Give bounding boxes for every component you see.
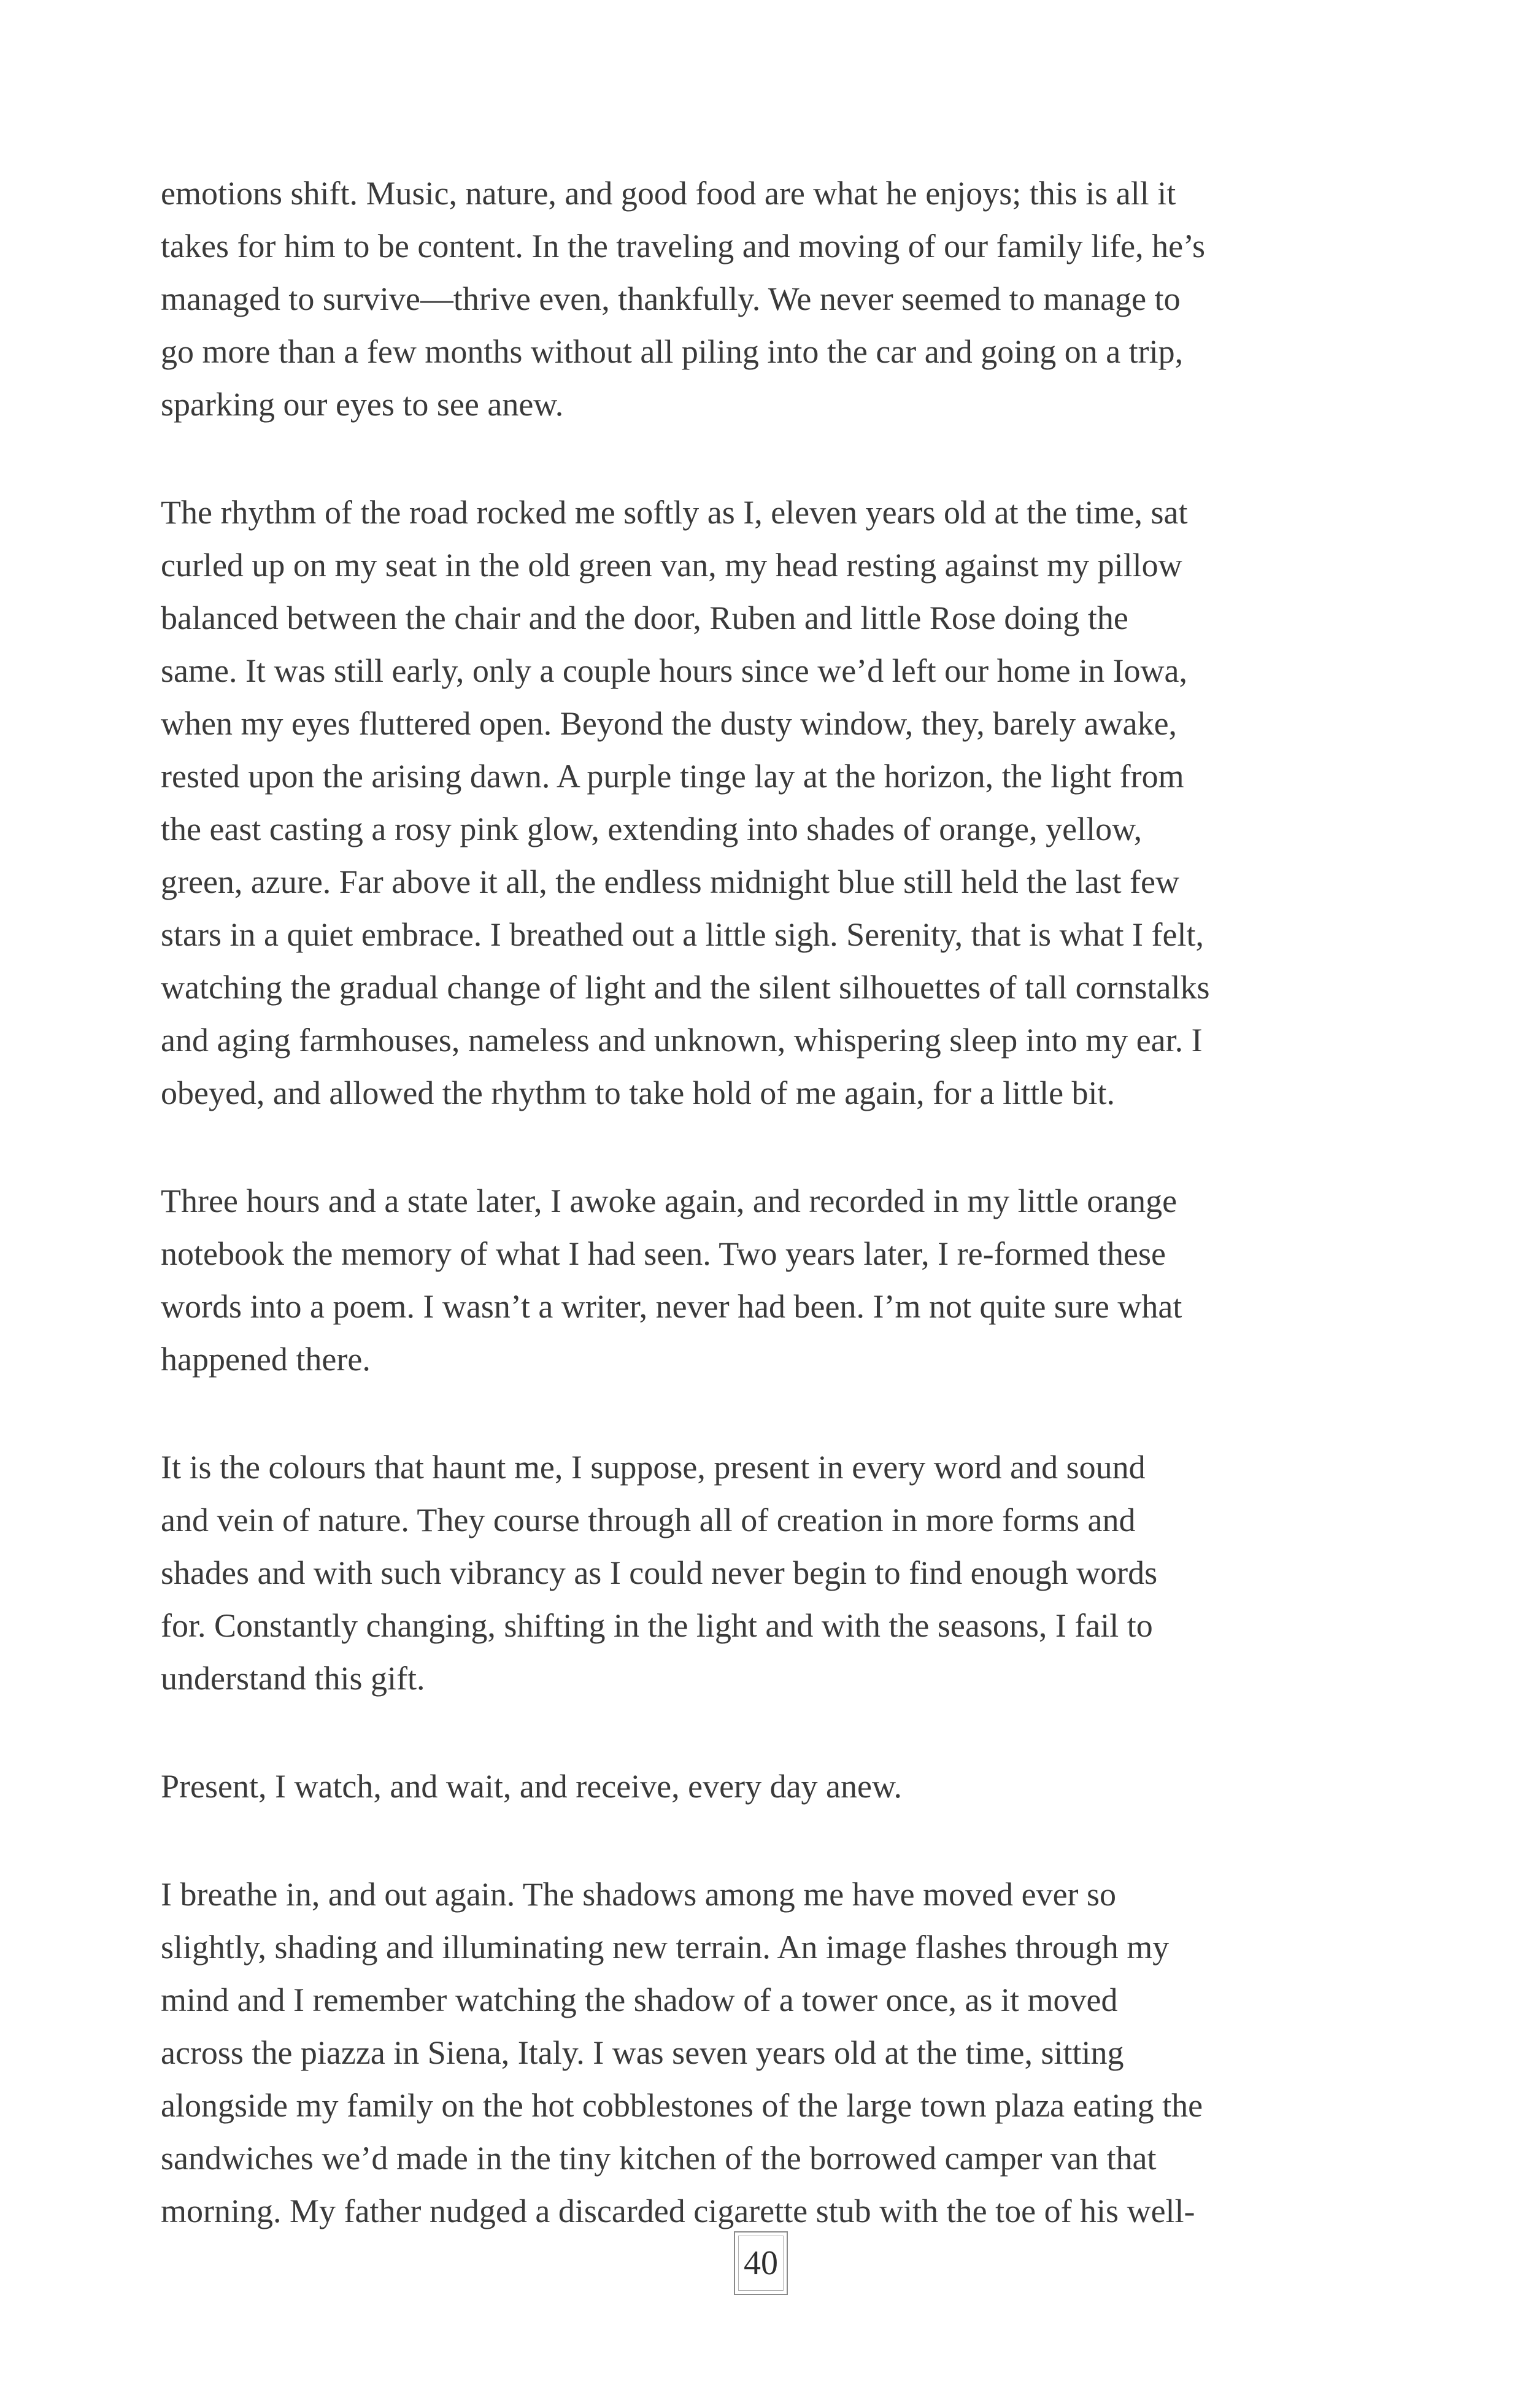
text-line: slightly, shading and illuminating new terrain. An image flashes through my [161,1929,1170,1966]
text-line: obeyed, and allowed the rhythm to take hold of me again, for a little bit. [161,1075,1116,1111]
text-line: green, azure. Far above it all, the endless midnight blue still held the last few [161,863,1180,900]
text-line: when my eyes fluttered open. Beyond the dusty window, they, barely awake, [161,705,1177,742]
paragraph-3 [161,1175,1376,1386]
text-line: alongside my family on the hot cobblestones of the large town plaza eating the [161,2087,1203,2124]
text-line: It is the colours that haunt me, I suppose, present in every word and sound [161,1449,1146,1486]
text-line: and aging farmhouses, nameless and unknown, whispering sleep into my ear. I [161,1022,1203,1059]
text-line: shades and with such vibrancy as I could never begin to find enough words [161,1554,1158,1591]
text-line: The rhythm of the road rocked me softly as I, eleven years old at the time, sat [161,494,1188,531]
text-line: watching the gradual change of light and the silent silhouettes of tall cornstalks [161,969,1210,1006]
text-line: the east casting a rosy pink glow, extending into shades of orange, yellow, [161,811,1143,847]
paragraph-6 [161,1868,1376,2237]
text-line: morning. My father nudged a discarded cigarette stub with the toe of his well- [161,2193,1195,2229]
text-line: for. Constantly changing, shifting in the light and with the seasons, I fail to [161,1607,1153,1644]
text-line: Three hours and a state later, I awoke again, and recorded in my little orange [161,1183,1177,1219]
paragraph-1 [161,167,1376,431]
text-line: emotions shift. Music, nature, and good food are what he enjoys; this is all it [161,175,1176,212]
text-line: sparking our eyes to see anew. [161,386,564,423]
text-line: I breathe in, and out again. The shadows among me have moved ever so [161,1876,1117,1913]
text-line: and vein of nature. They course through all of creation in more forms and [161,1502,1136,1538]
text-line: Present, I watch, and wait, and receive, every day anew. [161,1768,902,1805]
text-line: curled up on my seat in the old green van, my head resting against my pillow [161,547,1182,584]
text-line: balanced between the chair and the door, Ruben and little Rose doing the [161,600,1128,636]
text-line: mind and I remember watching the shadow of a tower once, as it moved [161,1982,1118,2018]
text-line: across the piazza in Siena, Italy. I was seven years old at the time, sitting [161,2034,1124,2071]
text-line: words into a poem. I wasn’t a writer, never had been. I’m not quite sure what [161,1288,1182,1325]
paragraph-4 [161,1441,1376,1705]
text-line: takes for him to be content. In the traveling and moving of our family life, he’s [161,228,1206,264]
text-line: go more than a few months without all piling into the car and going on a trip, [161,333,1184,370]
page-number: 40 [744,2244,778,2282]
text-line: same. It was still early, only a couple hours since we’d left our home in Iowa, [161,652,1188,689]
paragraph-5 [161,1760,1376,1813]
text-line: rested upon the arising dawn. A purple tinge lay at the horizon, the light from [161,758,1184,795]
text-line: sandwiches we’d made in the tiny kitchen of the borrowed camper van that [161,2140,1157,2177]
paragraph-2 [161,486,1376,1119]
page-number-box [734,2231,788,2295]
text-line: notebook the memory of what I had seen. Two years later, I re-formed these [161,1235,1166,1272]
text-line: managed to survive—thrive even, thankfully. We never seemed to manage to [161,280,1181,317]
body-text [161,167,1376,2293]
text-line: stars in a quiet embrace. I breathed out a little sigh. Serenity, that is what I felt, [161,916,1204,953]
text-line: happened there. [161,1341,371,1378]
text-line: understand this gift. [161,1660,425,1697]
